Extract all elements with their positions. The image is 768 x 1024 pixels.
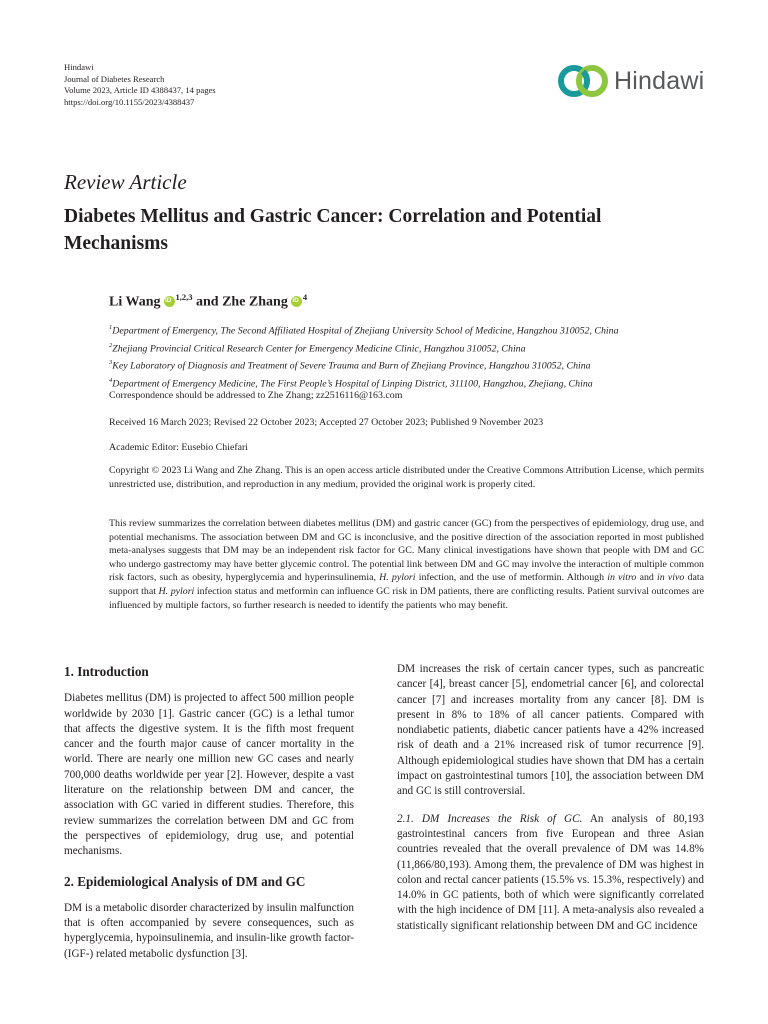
doi-link[interactable]: https://doi.org/10.1155/2023/4388437 [64, 96, 195, 107]
academic-editor: Academic Editor: Eusebio Chiefari [109, 442, 249, 453]
correspondence: Correspondence should be addressed to Zhe Zhang; zz2516116@163.com [109, 390, 403, 401]
abstract-text: and [636, 572, 658, 584]
hindawi-logo [556, 61, 704, 101]
section-heading: 1. Introduction [64, 664, 149, 679]
body-paragraph: DM is a metabolic disorder characterized by insulin malfunction that is often accompanied by severe consequences, such as hyperglycemia, hypoinsulinemia, and insulin-like growth factor- (IGF-) related metabolic dysfunction [3]. [64, 901, 354, 960]
abstract-italic: in vivo [657, 572, 685, 584]
orcid-icon[interactable] [164, 296, 175, 307]
publisher-name: Hindawi [64, 62, 94, 72]
affiliation-num: 4 [109, 376, 113, 384]
orcid-icon[interactable] [291, 296, 302, 307]
body-column-left [64, 662, 354, 962]
article-type: Review Article [64, 170, 187, 194]
affiliation-text: Department of Emergency Medicine, The First People’s Hospital of Linping District, 311100, Hangzhou, Zhejiang, China [112, 377, 593, 389]
body-column-right [397, 662, 704, 934]
author-list [109, 292, 307, 311]
copyright-notice: Copyright © 2023 Li Wang and Zhe Zhang. This is an open access article distributed under the Creative Commons Attribution License, which permits unrestricted use, distribution, and reproduction in any medium, provided the original work is properly cited. [109, 465, 704, 490]
hindawi-logo-icon [556, 61, 610, 101]
abstract-text: data support that [109, 572, 704, 597]
journal-name: Journal of Diabetes Research [64, 73, 165, 84]
article-title: Diabetes Mellitus and Gastric Cancer: Correlation and Potential Mechanisms [64, 206, 602, 254]
abstract-text: This review summarizes the correlation between diabetes mellitus (DM) and gastric cancer (GC) from the perspectives of epidemiology, drug use, and potential mechanisms. The association between DM and GC is inconclusive, and the positive direction of the association reported in most published meta-analyses suggests that DM may be an independent risk factor for GC. Many clinical investigations have shown that people with DM and GC who undergo gastrectomy may have better glycemic control. The potential link between DM and GC may involve the interaction of multiple common risk factors, such as obesity, hyperglycemia and hyperinsulinemia, [109, 518, 704, 584]
body-paragraph [397, 812, 704, 934]
abstract-text: infection status and metformin can influence GC risk in DM patients, there are conflicting results. Patient survival outcomes are influenced by multiple factors, so further research is needed to identify the patients who may benefit. [109, 585, 704, 611]
journal-meta [64, 62, 216, 108]
affiliation-num: 2 [109, 341, 113, 349]
author-joiner: and [196, 294, 219, 310]
subsection-heading: 2.1. DM Increases the Risk of GC. [397, 812, 583, 825]
affiliations [109, 321, 619, 391]
affiliation-num: 1 [109, 324, 113, 331]
affiliation-text: Department of Emergency, The Second Affiliated Hospital of Zhejiang University School of Medicine, Hangzhou 310052, China [112, 325, 619, 337]
logo-wordmark: Hindawi [614, 66, 705, 95]
section-heading: 2. Epidemiological Analysis of DM and GC [64, 873, 306, 889]
abstract-italic: in vitro [607, 572, 637, 584]
body-paragraph: DM increases the risk of certain cancer types, such as pancreatic cancer [4], breast cancer [5], endometrial cancer [6], and colorectal cancer [7] and increases mortality from any cancer [8]. DM is present in 8% to 18% of all cancer patients. Compared with nondiabetic patients, diabetic cancer patients have a 42% increased risk of death and a 21% increased risk of tumor recurrence [9]. Although epidemiological studies have shown that DM has a certain impact on gastrointestinal tumors [10], the association between DM and GC is still controversial. [397, 663, 704, 798]
subsection-text: An analysis of 80,193 gastrointestinal cancers from five European and three Asian countries revealed that the overall prevalence of DM was 14.8% (11,866/80,193). Among them, the prevalence of DM was highest in colon and rectal cancer patients (15.5% vs. 15.3%, respectively) and 14.0% in GC patients, both of which were significantly correlated with the high incidence of DM [11]. A meta-analysis also revealed a statistically significant relationship between DM and GC incidence [397, 812, 704, 932]
affiliation-line [109, 374, 619, 392]
author-name: Zhe Zhang [222, 294, 288, 310]
affiliation-text: Key Laboratory of Diagnosis and Treatment of Severe Trauma and Burn of Zhejiang Province, Hangzhou 310052, China [112, 360, 591, 372]
abstract-italic: H. pylori [158, 585, 195, 597]
article-dates: Received 16 March 2023; Revised 22 October 2023; Accepted 27 October 2023; Published 9 November 2023 [109, 417, 544, 428]
body-paragraph: Diabetes mellitus (DM) is projected to affect 500 million people worldwide by 2030 [1]. Gastric cancer (GC) is a lethal tumor that affects the digestive system. It is the fifth most frequent cancer and the fourth major cause of cancer mortality in the world. There are nearly one million new GC cases and nearly 700,000 deaths worldwide per year [2]. However, despite a vast literature on the relationship between DM and cancer, the association with GC varied in different studies. Therefore, this review summarizes the correlation between DM and GC from the perspectives of epidemiology, drug use, and potential mechanisms. [64, 692, 354, 858]
abstract [109, 517, 704, 612]
author-name: Li Wang [109, 294, 161, 310]
affiliation-num: 3 [109, 359, 113, 366]
author-affil-sup: 1,2,3 [175, 292, 193, 302]
affiliation-line [109, 356, 619, 374]
affiliation-text: Zhejiang Provincial Critical Research Center for Emergency Medicine Clinic, Hangzhou 310052, China [112, 342, 526, 354]
affiliation-line [109, 339, 619, 357]
author-affil-sup: 4 [302, 292, 308, 302]
affiliation-line [109, 321, 619, 339]
volume-line: Volume 2023, Article ID 4388437, 14 pages [64, 85, 216, 96]
abstract-text: infection, and the use of metformin. Although [415, 572, 608, 584]
abstract-italic: H. pylori [379, 572, 416, 584]
